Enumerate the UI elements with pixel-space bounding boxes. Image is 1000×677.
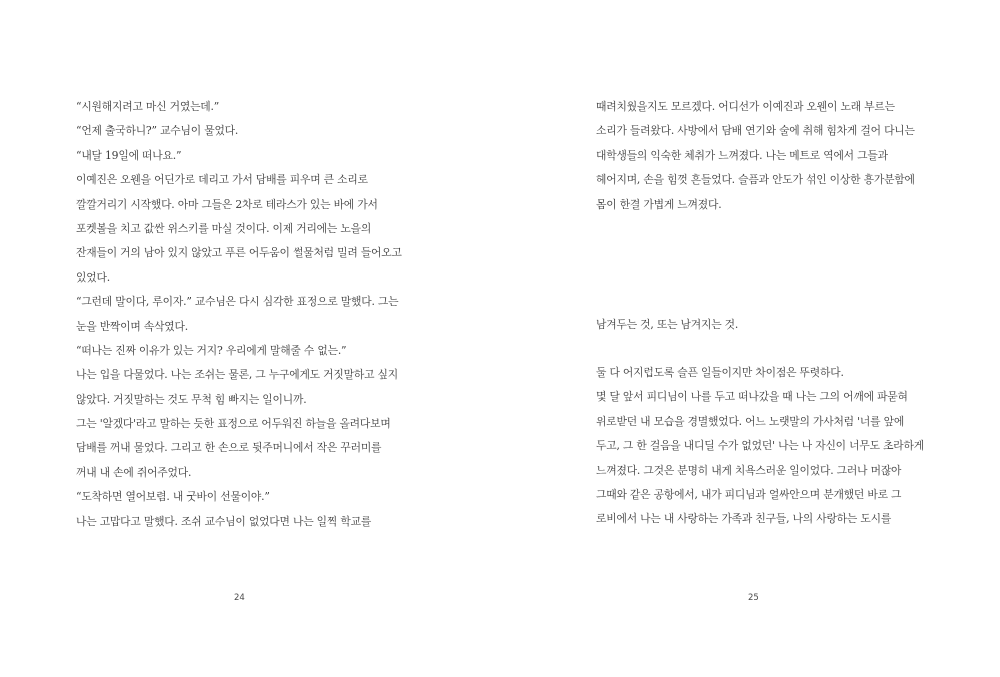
text-line: 두고, 그 한 걸음을 내디딜 수가 없었던' 나는 나 자신이 너무도 초라하게 — [596, 439, 924, 453]
right-page-paragraph-2 — [596, 361, 936, 532]
text-line: 깔깔거리기 시작했다. 아마 그들은 2차로 테라스가 있는 바에 가서 — [76, 197, 378, 211]
text-line: 남겨두는 것, 또는 남겨지는 것. — [596, 318, 739, 331]
text-line: 그는 '알겠다'라고 말하는 듯한 표정으로 어두워진 하늘을 올려다보며 — [76, 417, 391, 431]
text-line: “그런데 말이다, 루이자.” 교수님은 다시 심각한 표정으로 말했다. 그는 — [76, 295, 399, 309]
text-line: 대학생들의 익숙한 체취가 느껴졌다. 나는 메트로 역에서 그들과 — [596, 148, 888, 162]
text-line: 눈을 반짝이며 속삭였다. — [76, 319, 188, 333]
text-line: 위로받던 내 모습을 경멸했었다. 어느 노랫말의 가사처럼 '너를 앞에 — [596, 414, 905, 428]
right-page — [500, 0, 1000, 677]
text-line: 있었다. — [76, 270, 110, 284]
page-number: 24 — [234, 593, 245, 603]
text-line: 몇 달 앞서 피디님이 나를 두고 떠나갔을 때 나는 그의 어깨에 파묻혀 — [596, 390, 908, 404]
text-line: 몸이 한결 가볍게 느껴졌다. — [596, 197, 722, 211]
text-line: 그때와 같은 공항에서, 내가 피디님과 얼싸안으며 분개했던 바로 그 — [596, 487, 902, 501]
text-line: 나는 고맙다고 말했다. 조쉬 교수님이 없었다면 나는 일찍 학교를 — [76, 514, 372, 528]
text-line: 나는 입을 다물었다. 나는 조쉬는 물론, 그 누구에게도 거짓말하고 싶지 — [76, 368, 398, 382]
text-line: 이예진은 오웬을 어딘가로 데리고 가서 담배를 피우며 큰 소리로 — [76, 173, 368, 187]
text-line: “떠나는 진짜 이유가 있는 거지? 우리에게 말해줄 수 없는.” — [76, 343, 347, 357]
text-line: 소리가 들려왔다. 사방에서 담배 연기와 술에 취해 힘차게 걸어 다니는 — [596, 124, 915, 138]
text-line: 않았다. 거짓말하는 것도 무척 힘 빠지는 일이니까. — [76, 392, 307, 406]
text-line: 포켓볼을 치고 값싼 위스키를 마실 것이다. 이제 거리에는 노을의 — [76, 221, 372, 235]
left-page-text — [76, 95, 416, 534]
text-line: “언제 출국하니?” 교수님이 물었다. — [76, 124, 239, 138]
text-line: “시원해지려고 마신 거였는데.” — [76, 100, 220, 113]
text-line: “내달 19일에 떠나요.” — [76, 148, 182, 162]
right-page-paragraph-1 — [596, 95, 936, 217]
text-line: 꺼내 내 손에 쥐어주었다. — [76, 465, 192, 479]
text-line: 느껴졌다. 그것은 분명히 내게 치욕스러운 일이었다. 그러나 머잖아 — [596, 463, 902, 477]
text-line: 둘 다 어지럽도록 슬픈 일들이지만 차이점은 뚜렷하다. — [596, 366, 844, 379]
text-line: 잔재들이 거의 남아 있지 않았고 푸른 어두움이 썰물처럼 밀려 들어오고 — [76, 246, 402, 260]
text-line: 때려치웠을지도 모르겠다. 어디선가 이예진과 오웬이 노래 부르는 — [596, 100, 895, 113]
page-number: 25 — [748, 593, 759, 603]
text-line: 담배를 꺼내 물었다. 그리고 한 손으로 뒷주머니에서 작은 꾸러미를 — [76, 441, 382, 455]
right-page-standalone-line — [596, 313, 936, 337]
text-line: “도착하면 열어보렴. 내 굿바이 선물이야.” — [76, 490, 270, 504]
text-line: 로비에서 나는 내 사랑하는 가족과 친구들, 나의 사랑하는 도시를 — [596, 512, 892, 526]
text-line: 헤어지며, 손을 힘껏 흔들었다. 슬픔과 안도가 섞인 이상한 흥가분함에 — [596, 173, 915, 187]
